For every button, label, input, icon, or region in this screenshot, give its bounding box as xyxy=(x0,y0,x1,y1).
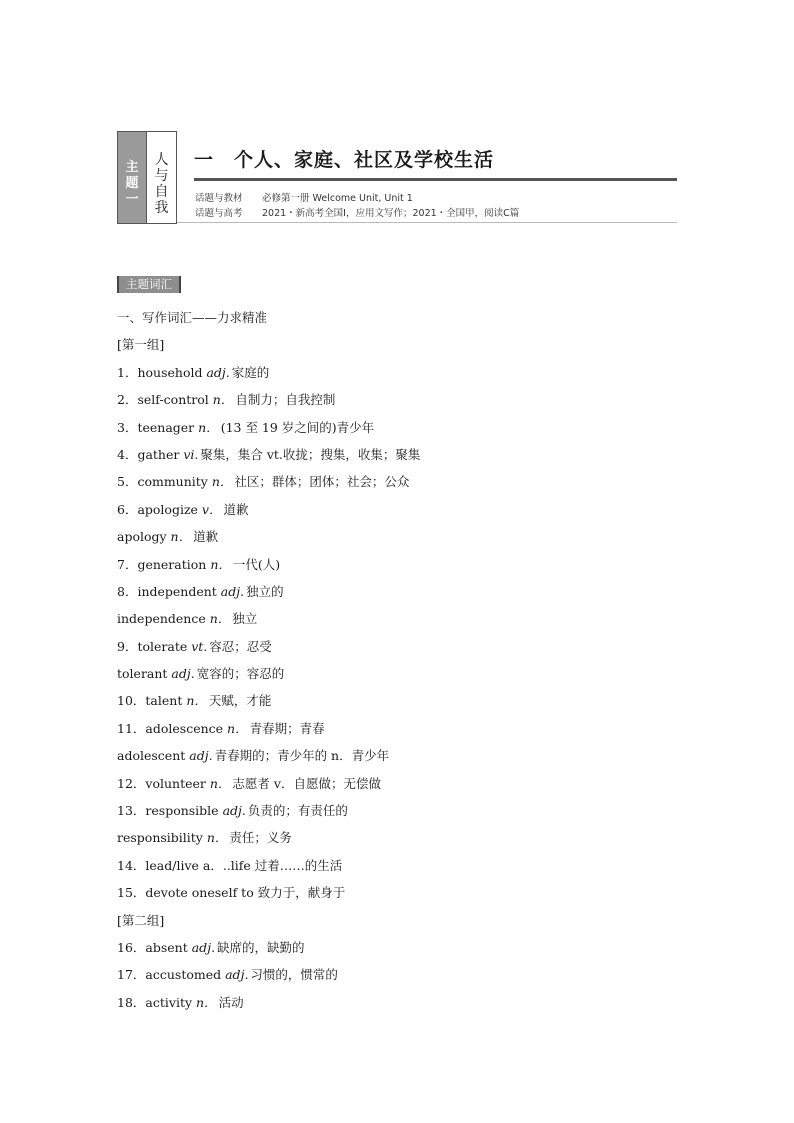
vocab-definition: 独立 xyxy=(232,611,258,627)
vocab-term: 18．activity xyxy=(117,994,196,1010)
part-of-speech: n． xyxy=(186,693,207,709)
vocab-term: independence xyxy=(117,611,210,627)
meta-key: 话题与教材 xyxy=(195,193,243,204)
part-of-speech: v． xyxy=(201,501,222,517)
vocab-definition: 一代(人) xyxy=(232,556,281,572)
vocab-term: 15．devote oneself to 致力于，献身于 xyxy=(117,885,346,901)
vocab-term: 一、写作词汇——力求精准 xyxy=(117,310,268,325)
vocab-definition: 道歉 xyxy=(223,501,249,517)
subtheme-tag-char: 自 xyxy=(154,184,169,200)
vocab-line xyxy=(117,551,677,578)
part-of-speech: adj. xyxy=(222,803,246,819)
vocab-definition: 聚集，集合 vt.收拢；搜集，收集；聚集 xyxy=(200,446,421,462)
page-title: 一 个人、家庭、社区及学校生活 xyxy=(194,149,495,171)
vocab-term: 5．community xyxy=(117,474,212,490)
vocab-term: 3．teenager xyxy=(117,419,199,435)
vocab-line xyxy=(117,824,677,851)
vocab-definition: 社区；群体；团体；社会；公众 xyxy=(234,474,410,490)
vocab-line xyxy=(117,797,677,824)
chapter-header xyxy=(117,131,677,224)
vocab-term: 13．responsible xyxy=(117,803,223,819)
vocab-term: 12．volunteer xyxy=(117,775,210,791)
vocab-term: 4．gather xyxy=(117,446,184,462)
part-of-speech: n． xyxy=(170,529,192,545)
theme-tag-char: 题 xyxy=(125,176,139,191)
vocab-definition: 责任；义务 xyxy=(229,830,292,846)
vocab-line xyxy=(117,633,677,660)
subtheme-tag xyxy=(147,131,177,224)
vocab-definition: 自制力；自我控制 xyxy=(235,392,336,408)
vocab-line xyxy=(117,359,677,386)
theme-tag-char: 一 xyxy=(125,192,139,207)
part-of-speech: n． xyxy=(211,474,233,490)
part-of-speech: n． xyxy=(210,556,231,572)
vocab-term: 6．apologize xyxy=(117,501,202,517)
vocab-definition: 青春期；青春 xyxy=(249,720,325,736)
vocab-definition: 天赋，才能 xyxy=(208,693,272,709)
part-of-speech: n． xyxy=(198,419,219,435)
vocab-term: 10．talent xyxy=(117,693,187,709)
vocab-term: adolescent xyxy=(117,748,190,764)
vocab-line xyxy=(117,441,677,468)
vocab-term: 14．lead/live a．..life 过着……的生活 xyxy=(117,857,343,873)
vocab-line xyxy=(117,852,677,879)
theme-tag xyxy=(117,131,147,224)
part-of-speech: n． xyxy=(227,720,248,736)
part-of-speech: n． xyxy=(206,830,228,846)
part-of-speech: vi. xyxy=(183,446,199,462)
part-of-speech: adj. xyxy=(191,939,216,955)
theme-tag-char: 主 xyxy=(125,160,139,175)
meta-row-exam xyxy=(195,205,519,219)
vocab-line xyxy=(117,770,677,797)
vocab-definition: 独立的 xyxy=(246,583,284,599)
vocab-term: apology xyxy=(117,529,171,545)
vocab-term: 11．adolescence xyxy=(117,720,228,736)
part-of-speech: adj. xyxy=(189,748,213,764)
vocab-term: 1．household xyxy=(117,364,207,380)
vocab-line xyxy=(117,331,677,358)
vocab-term: 17．accustomed xyxy=(117,967,226,983)
part-of-speech: adj. xyxy=(225,967,249,983)
vocab-definition: 青春期的；青少年的 n．青少年 xyxy=(214,748,390,764)
vocab-term: 8．independent xyxy=(117,583,221,599)
vocab-line xyxy=(117,414,677,441)
vocab-term: tolerant xyxy=(117,666,172,682)
vocab-term: 16．absent xyxy=(117,939,192,955)
meta-value: 2021・新高考全国Ⅰ，应用文写作；2021・全国甲，阅读C篇 xyxy=(262,208,520,219)
part-of-speech: n． xyxy=(212,392,234,408)
vocab-line xyxy=(117,468,677,495)
part-of-speech: n． xyxy=(209,775,231,791)
vocab-line xyxy=(117,715,677,742)
vocab-line xyxy=(117,660,677,687)
vocab-term: 9．tolerate xyxy=(117,638,192,654)
part-of-speech: adj. xyxy=(206,364,230,380)
meta-value: 必修第一册 Welcome Unit, Unit 1 xyxy=(262,193,413,204)
subtheme-tag-char: 与 xyxy=(154,168,169,184)
vocab-definition: 志愿者 v．自愿做；无偿做 xyxy=(232,775,381,791)
part-of-speech: n． xyxy=(196,994,217,1010)
vocab-definition: 家庭的 xyxy=(231,364,270,380)
vocab-term: [第二组] xyxy=(117,912,165,928)
vocab-term: [第一组] xyxy=(117,337,165,353)
vocab-line xyxy=(117,742,677,769)
vocab-line xyxy=(117,304,677,331)
title-divider xyxy=(194,178,677,181)
part-of-speech: adj. xyxy=(220,583,245,599)
subtheme-tag-char: 我 xyxy=(154,200,169,216)
meta-key: 话题与高考 xyxy=(195,208,243,219)
vocab-definition: 缺席的，缺勤的 xyxy=(217,939,305,955)
vocab-term: 2．self-control xyxy=(117,392,213,408)
vocabulary-list xyxy=(117,304,677,1016)
vocab-definition: (13 至 19 岁之间的)青少年 xyxy=(220,419,375,435)
vocab-definition: 宽容的；容忍的 xyxy=(196,666,285,682)
part-of-speech: adj. xyxy=(171,666,195,682)
vocab-line xyxy=(117,934,677,961)
section-tag: 主题词汇 xyxy=(117,276,181,293)
header-bottom-divider xyxy=(177,222,677,223)
vocab-term: 7．generation xyxy=(117,556,211,572)
vocab-definition: 活动 xyxy=(218,994,244,1010)
meta-row-textbook xyxy=(195,190,413,204)
vocab-line xyxy=(117,578,677,605)
vocab-definition: 容忍；忍受 xyxy=(209,638,272,654)
vocab-definition: 习惯的，惯常的 xyxy=(250,967,338,983)
vocab-term: responsibility xyxy=(117,830,207,846)
vocab-line xyxy=(117,386,677,413)
vocab-line xyxy=(117,961,677,988)
subtheme-tag-char: 人 xyxy=(154,152,169,168)
part-of-speech: n． xyxy=(209,611,231,627)
vocab-line xyxy=(117,523,677,550)
vocab-line xyxy=(117,989,677,1016)
part-of-speech: vt. xyxy=(191,638,208,654)
vocab-line xyxy=(117,879,677,906)
vocab-definition: 负责的；有责任的 xyxy=(247,803,348,819)
vocab-line xyxy=(117,496,677,523)
vocab-line xyxy=(117,605,677,632)
vocab-line xyxy=(117,687,677,714)
vocab-definition: 道歉 xyxy=(193,529,219,545)
vocab-line xyxy=(117,907,677,934)
